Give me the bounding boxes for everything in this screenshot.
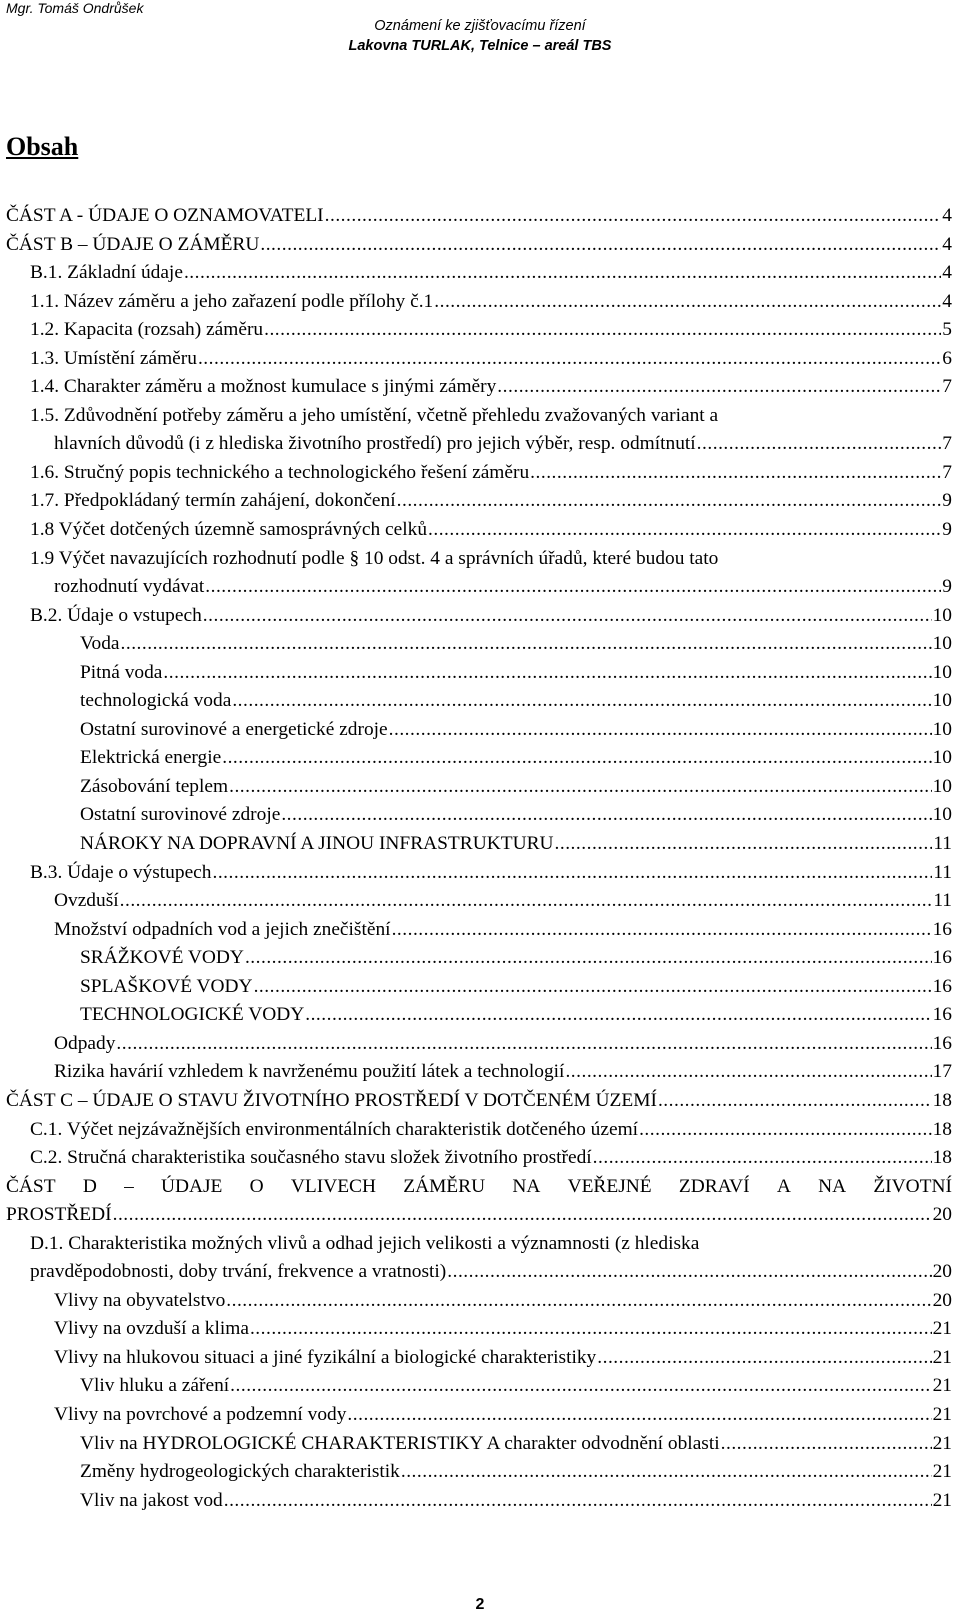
- toc-entry-text: 1.7. Předpokládaný termín zahájení, dokončení: [30, 490, 396, 512]
- toc-page-number: 10: [932, 661, 952, 683]
- toc-entry-text: B.2. Údaje o vstupech: [30, 604, 202, 626]
- toc-entry-text: Voda: [80, 633, 120, 655]
- toc-entry[interactable]: [6, 773, 952, 802]
- toc-title: Obsah: [6, 132, 79, 161]
- toc-entry[interactable]: [6, 887, 952, 916]
- toc-entry-text: 1.2. Kapacita (rozsah) záměru: [30, 319, 264, 341]
- toc-dot-leader: [389, 716, 932, 745]
- toc-page-number: 17: [932, 1061, 952, 1083]
- toc-entry-text: Ovzduší: [54, 890, 119, 912]
- toc-entry-text-line1: [6, 1173, 952, 1202]
- toc-page-number: 16: [932, 947, 952, 969]
- toc-page-number: 4: [942, 290, 952, 312]
- toc-page-number: 4: [942, 205, 952, 226]
- toc-dot-leader: [325, 202, 942, 231]
- toc-entry-word: VLIVECH: [290, 1175, 376, 1197]
- toc-dot-leader: [447, 1258, 931, 1287]
- toc-entry[interactable]: [6, 1030, 952, 1059]
- toc-dot-leader: [226, 1287, 931, 1316]
- toc-dot-leader: [697, 430, 942, 459]
- toc-entry-text: 1.1. Název záměru a jeho zařazení podle přílohy č.1: [30, 290, 434, 312]
- toc-entry[interactable]: [6, 1058, 952, 1087]
- toc-entry[interactable]: [6, 1287, 952, 1316]
- toc-page-number: 20: [932, 1204, 952, 1226]
- toc-entry-text: NÁROKY NA DOPRAVNÍ A JINOU INFRASTRUKTURU: [80, 833, 554, 855]
- toc-dot-leader: [530, 459, 941, 488]
- toc-dot-leader: [565, 1058, 931, 1087]
- toc-dot-leader: [497, 373, 941, 402]
- toc-entry[interactable]: [6, 602, 952, 631]
- toc-entry-text-line1: 1.9 Výčet navazujících rozhodnutí podle § 10 odst. 4 a správních úřadů, které budou tato: [30, 547, 719, 569]
- toc-entry-text: technologická voda: [80, 690, 232, 712]
- toc-entry[interactable]: [6, 1401, 952, 1430]
- toc-page-number: 9: [942, 490, 952, 512]
- toc-page-number: 7: [942, 433, 952, 455]
- toc-page-number: 21: [932, 1432, 952, 1454]
- toc-dot-leader: [113, 1201, 932, 1230]
- toc-entry[interactable]: [6, 687, 952, 716]
- toc-page-number: 21: [932, 1346, 952, 1368]
- toc-page-number: 9: [942, 519, 952, 541]
- toc-dot-leader: [397, 487, 942, 516]
- toc-entry-word: D: [82, 1175, 97, 1197]
- toc-entry-text-line1: D.1. Charakteristika možných vlivů a odhad jejich velikosti a významnosti (z hlediska: [30, 1232, 700, 1254]
- toc-entry[interactable]: [6, 1344, 952, 1373]
- toc-page-number: 20: [932, 1289, 952, 1311]
- toc-entry-text: Vliv hluku a záření: [80, 1375, 230, 1397]
- toc-entry[interactable]: [6, 516, 952, 545]
- toc-dot-leader: [120, 887, 933, 916]
- toc-page-number: 4: [942, 233, 952, 255]
- toc-entry-text: Vliv na jakost vod: [80, 1489, 223, 1511]
- toc-entry[interactable]: [6, 944, 952, 973]
- table-of-contents: [6, 202, 952, 1515]
- toc-entry[interactable]: [6, 1315, 952, 1344]
- toc-entry[interactable]: [6, 916, 952, 945]
- toc-entry-word: ŽIVOTNÍ: [873, 1175, 952, 1197]
- toc-dot-leader: [222, 744, 931, 773]
- toc-page-number: 18: [932, 1147, 952, 1169]
- toc-page-number: 4: [942, 262, 952, 284]
- toc-entry-text: B.3. Údaje o výstupech: [30, 861, 212, 883]
- toc-dot-leader: [434, 288, 941, 317]
- toc-entry-text: Ostatní surovinové a energetické zdroje: [80, 718, 388, 740]
- toc-dot-leader: [230, 1372, 931, 1401]
- toc-entry[interactable]: [6, 487, 952, 516]
- toc-dot-leader: [305, 1001, 931, 1030]
- toc-dot-leader: [254, 973, 932, 1002]
- toc-entry-text: Vlivy na ovzduší a klima: [54, 1318, 249, 1340]
- toc-entry[interactable]: [6, 1487, 952, 1516]
- toc-entry[interactable]: [6, 859, 952, 888]
- toc-entry-text: Ostatní surovinové zdroje: [80, 804, 281, 826]
- toc-entry[interactable]: [6, 1458, 952, 1487]
- toc-dot-leader: [184, 259, 941, 288]
- toc-entry-text: Rizika havárií vzhledem k navrženému použití látek a technologií: [54, 1061, 565, 1083]
- toc-page-number: 11: [933, 861, 952, 883]
- toc-entry[interactable]: [6, 1087, 952, 1116]
- toc-entry-text: Pitná voda: [80, 661, 163, 683]
- toc-dot-leader: [281, 801, 931, 830]
- toc-entry[interactable]: [6, 316, 952, 345]
- toc-page-number: 20: [932, 1261, 952, 1283]
- header-document-type: Oznámení ke zjišťovacímu řízení: [374, 18, 586, 34]
- header-project-name: Lakovna TURLAK, Telnice – areál TBS: [348, 38, 612, 54]
- toc-page-number: 21: [932, 1403, 952, 1425]
- toc-page-number: 11: [933, 833, 952, 855]
- toc-page-number: 10: [932, 804, 952, 826]
- toc-entry[interactable]: [6, 373, 952, 402]
- toc-entry-text: B.1. Základní údaje: [30, 262, 183, 284]
- toc-page-number: 6: [942, 347, 952, 369]
- toc-entry[interactable]: [6, 202, 952, 231]
- toc-entry[interactable]: [6, 630, 952, 659]
- toc-dot-leader: [198, 345, 941, 374]
- toc-entry-text: rozhodnutí vydávat: [54, 576, 205, 598]
- toc-dot-leader: [205, 573, 941, 602]
- toc-entry[interactable]: [6, 801, 952, 830]
- toc-dot-leader: [593, 1144, 932, 1173]
- toc-entry-text-line1: 1.5. Zdůvodnění potřeby záměru a jeho umístění, včetně přehledu zvažovaných variant a: [30, 404, 719, 426]
- toc-dot-leader: [639, 1116, 932, 1145]
- toc-entry-text: Odpady: [54, 1032, 116, 1054]
- toc-entry-text: 1.8 Výčet dotčených územně samosprávných celků: [30, 519, 428, 541]
- toc-page-number: 21: [932, 1375, 952, 1397]
- toc-dot-leader: [224, 1487, 932, 1516]
- toc-dot-leader: [721, 1430, 932, 1459]
- toc-entry[interactable]: [6, 288, 952, 317]
- toc-dot-leader: [245, 944, 932, 973]
- toc-entry-text: SRÁŽKOVÉ VODY: [80, 947, 244, 969]
- toc-page-number: 10: [932, 633, 952, 655]
- toc-page-number: 21: [932, 1489, 952, 1511]
- toc-dot-leader: [401, 1458, 932, 1487]
- toc-entry-word: NA: [818, 1175, 847, 1197]
- toc-entry-text: C.2. Stručná charakteristika současného stavu složek životního prostředí: [30, 1147, 592, 1169]
- toc-entry-word: ZDRAVÍ: [678, 1175, 750, 1197]
- toc-entry-text: Vlivy na povrchové a podzemní vody: [54, 1403, 347, 1425]
- toc-page-number: 21: [932, 1461, 952, 1483]
- toc-entry[interactable]: [6, 659, 952, 688]
- toc-entry-text: C.1. Výčet nejzávažnějších environmentálních charakteristik dotčeného území: [30, 1118, 639, 1140]
- toc-entry[interactable]: [6, 1001, 952, 1030]
- toc-entry-text: Vlivy na hlukovou situaci a jiné fyzikální a biologické charakteristiky: [54, 1346, 597, 1368]
- toc-entry-word: ÚDAJE: [161, 1175, 223, 1197]
- toc-entry[interactable]: [6, 1144, 952, 1173]
- toc-page-number: 7: [942, 461, 952, 483]
- toc-page-number: 5: [942, 319, 952, 341]
- toc-dot-leader: [163, 659, 931, 688]
- toc-entry-text: Množství odpadních vod a jejich znečištění: [54, 918, 391, 940]
- toc-entry-word: ZÁMĚRU: [403, 1175, 486, 1197]
- toc-entry-word: VEŘEJNÉ: [567, 1175, 652, 1197]
- toc-entry[interactable]: [6, 830, 952, 859]
- toc-entry[interactable]: [6, 716, 952, 745]
- toc-entry-text: 1.6. Stručný popis technického a technologického řešení záměru: [30, 461, 530, 483]
- toc-dot-leader: [232, 687, 931, 716]
- toc-dot-leader: [264, 316, 941, 345]
- toc-entry[interactable]: [6, 1116, 952, 1145]
- toc-entry-word: O: [249, 1175, 264, 1197]
- toc-entry-text: TECHNOLOGICKÉ VODY: [80, 1004, 305, 1026]
- toc-entry-text: pravděpodobnosti, doby trvání, frekvence a vratnosti): [30, 1261, 447, 1283]
- toc-entry-text: ČÁST A - ÚDAJE O OZNAMOVATELI: [6, 205, 324, 226]
- toc-page-number: 18: [932, 1118, 952, 1140]
- toc-dot-leader: [250, 1315, 932, 1344]
- toc-entry[interactable]: [6, 402, 952, 459]
- toc-page-number: 10: [932, 718, 952, 740]
- toc-entry-text: 1.3. Umístění záměru: [30, 347, 197, 369]
- toc-entry-text: PROSTŘEDÍ: [6, 1204, 112, 1226]
- toc-entry[interactable]: [6, 259, 952, 288]
- toc-page-number: 10: [932, 747, 952, 769]
- toc-entry-text: Změny hydrogeologických charakteristik: [80, 1461, 400, 1483]
- toc-entry-text: hlavních důvodů (i z hlediska životního prostředí) pro jejich výběr, resp. odmítnutí: [54, 433, 696, 455]
- toc-entry[interactable]: [6, 345, 952, 374]
- toc-entry[interactable]: [6, 1230, 952, 1287]
- toc-page-number: 10: [932, 604, 952, 626]
- toc-page-number: 16: [932, 1032, 952, 1054]
- toc-page-number: 10: [932, 690, 952, 712]
- header-author: Mgr. Tomáš Ondrůšek: [6, 0, 144, 16]
- toc-page-number: 10: [932, 775, 952, 797]
- toc-entry[interactable]: [6, 1173, 952, 1230]
- toc-dot-leader: [597, 1344, 931, 1373]
- toc-entry-text: ČÁST B – ÚDAJE O ZÁMĚRU: [6, 233, 260, 255]
- toc-entry-word: A: [776, 1175, 791, 1197]
- toc-page-number: 11: [933, 890, 952, 912]
- toc-dot-leader: [347, 1401, 931, 1430]
- toc-page-number: 9: [942, 576, 952, 598]
- toc-entry-word: NA: [512, 1175, 541, 1197]
- toc-dot-leader: [555, 830, 933, 859]
- toc-dot-leader: [428, 516, 941, 545]
- toc-entry-word: –: [124, 1175, 134, 1197]
- toc-entry[interactable]: [6, 1430, 952, 1459]
- toc-dot-leader: [229, 773, 932, 802]
- toc-entry[interactable]: [6, 459, 952, 488]
- toc-entry[interactable]: [6, 545, 952, 602]
- toc-entry-text: Zásobování teplem: [80, 775, 229, 797]
- toc-page-number: 16: [932, 1004, 952, 1026]
- toc-entry-word: ČÁST: [6, 1175, 56, 1197]
- toc-entry[interactable]: [6, 1372, 952, 1401]
- toc-dot-leader: [260, 231, 941, 260]
- toc-dot-leader: [203, 602, 932, 631]
- toc-entry[interactable]: [6, 973, 952, 1002]
- toc-page-number: 16: [932, 918, 952, 940]
- toc-page-number: 21: [932, 1318, 952, 1340]
- toc-entry[interactable]: [6, 231, 952, 260]
- toc-dot-leader: [116, 1030, 931, 1059]
- toc-entry-text: Vliv na HYDROLOGICKÉ CHARAKTERISTIKY A charakter odvodnění oblasti: [80, 1432, 720, 1454]
- toc-dot-leader: [658, 1087, 932, 1116]
- toc-entry-text: Elektrická energie: [80, 747, 222, 769]
- toc-page-number: 18: [932, 1089, 952, 1111]
- toc-entry-text: SPLAŠKOVÉ VODY: [80, 975, 253, 997]
- toc-entry-text: Vlivy na obyvatelstvo: [54, 1289, 226, 1311]
- toc-dot-leader: [121, 630, 932, 659]
- toc-page-number: 16: [932, 975, 952, 997]
- toc-entry[interactable]: [6, 744, 952, 773]
- toc-dot-leader: [212, 859, 932, 888]
- toc-entry-text: 1.4. Charakter záměru a možnost kumulace s jinými záměry: [30, 376, 497, 398]
- toc-page-number: 7: [942, 376, 952, 398]
- toc-entry-text: ČÁST C – ÚDAJE O STAVU ŽIVOTNÍHO PROSTŘEDÍ V DOTČENÉM ÚZEMÍ: [6, 1089, 657, 1111]
- toc-dot-leader: [392, 916, 932, 945]
- page-number: 2: [475, 1596, 485, 1613]
